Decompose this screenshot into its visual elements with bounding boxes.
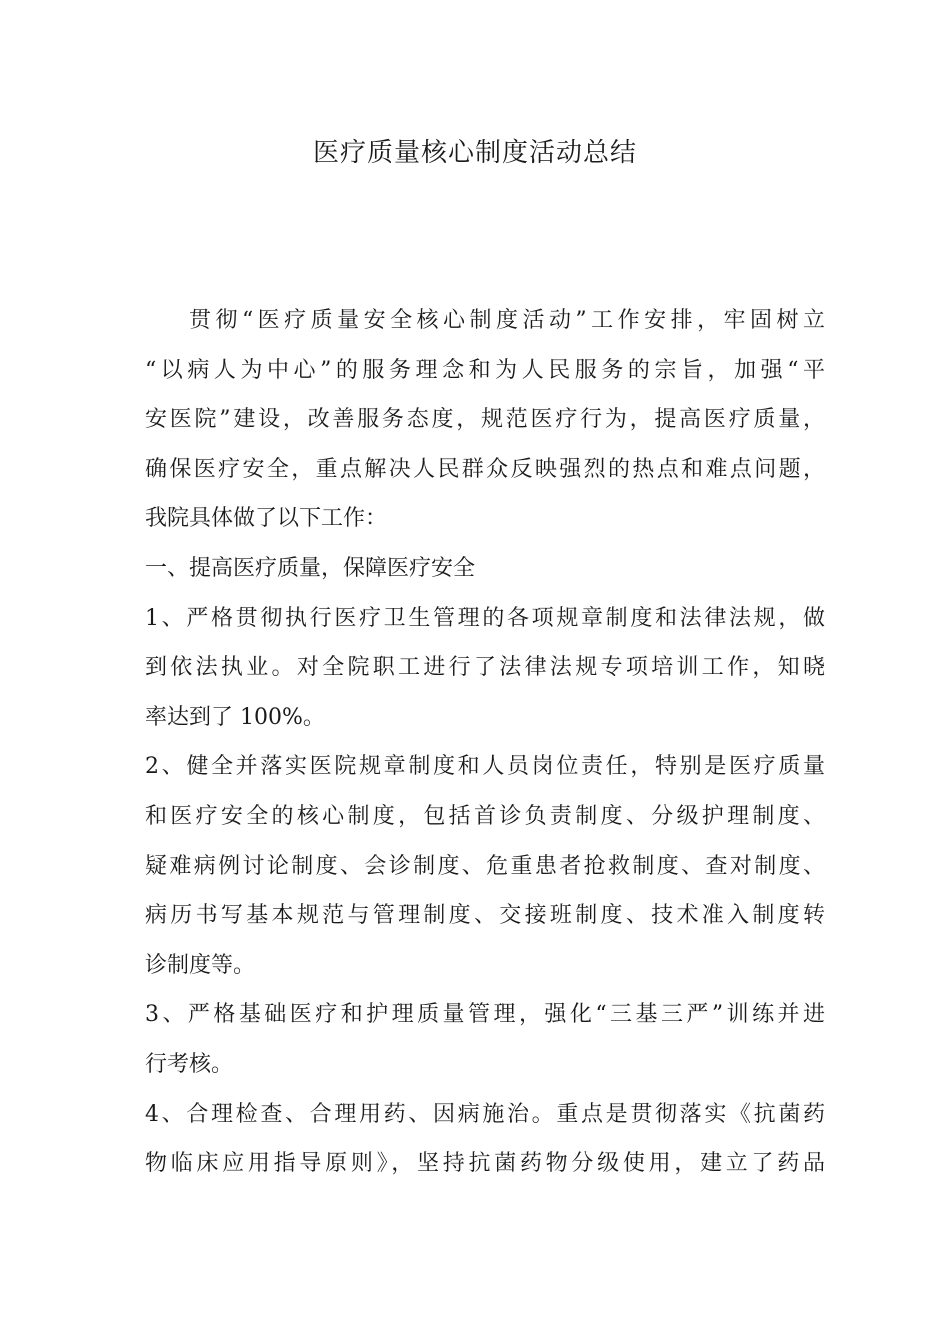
paragraph-line: 到依法执业。对全院职工进行了法律法规专项培训工作，知晓 [145, 655, 825, 681]
paragraph-line: 2、健全并落实医院规章制度和人员岗位责任，特别是医疗质量 [145, 754, 825, 780]
section-heading: 一、提高医疗质量，保障医疗安全 [145, 555, 476, 581]
paragraph-line: 行考核。 [145, 1051, 234, 1077]
paragraph-line: 安医院”建设，改善服务态度，规范医疗行为，提高医疗质量， [145, 407, 825, 433]
paragraph-line: 4、合理检查、合理用药、因病施治。重点是贯彻落实《抗菌药 [145, 1101, 825, 1127]
paragraph-line: “以病人为中心”的服务理念和为人民服务的宗旨，加强“平 [145, 357, 825, 383]
paragraph-line: 3、严格基础医疗和护理质量管理，强化“三基三严”训练并进 [145, 1002, 825, 1028]
paragraph-line: 贯彻“医疗质量安全核心制度活动”工作安排，牢固树立 [189, 308, 825, 333]
paragraph-line: 1、严格贯彻执行医疗卫生管理的各项规章制度和法律法规，做 [145, 605, 825, 631]
paragraph-line: 率达到了 100%。 [145, 704, 325, 730]
paragraph-line: 我院具体做了以下工作： [145, 506, 388, 532]
paragraph-line: 疑难病例讨论制度、会诊制度、危重患者抢救制度、查对制度、 [145, 853, 825, 879]
paragraph-line: 病历书写基本规范与管理制度、交接班制度、技术准入制度转 [145, 903, 825, 929]
document-title: 医疗质量核心制度活动总结 [312, 138, 637, 168]
paragraph-line: 和医疗安全的核心制度，包括首诊负责制度、分级护理制度、 [145, 803, 825, 829]
paragraph-line: 诊制度等。 [145, 952, 256, 978]
paragraph-line: 确保医疗安全，重点解决人民群众反映强烈的热点和难点问题， [145, 456, 825, 482]
document-body [145, 296, 825, 1189]
paragraph-line: 物临床应用指导原则》，坚持抗菌药物分级使用，建立了药品 [145, 1151, 825, 1177]
